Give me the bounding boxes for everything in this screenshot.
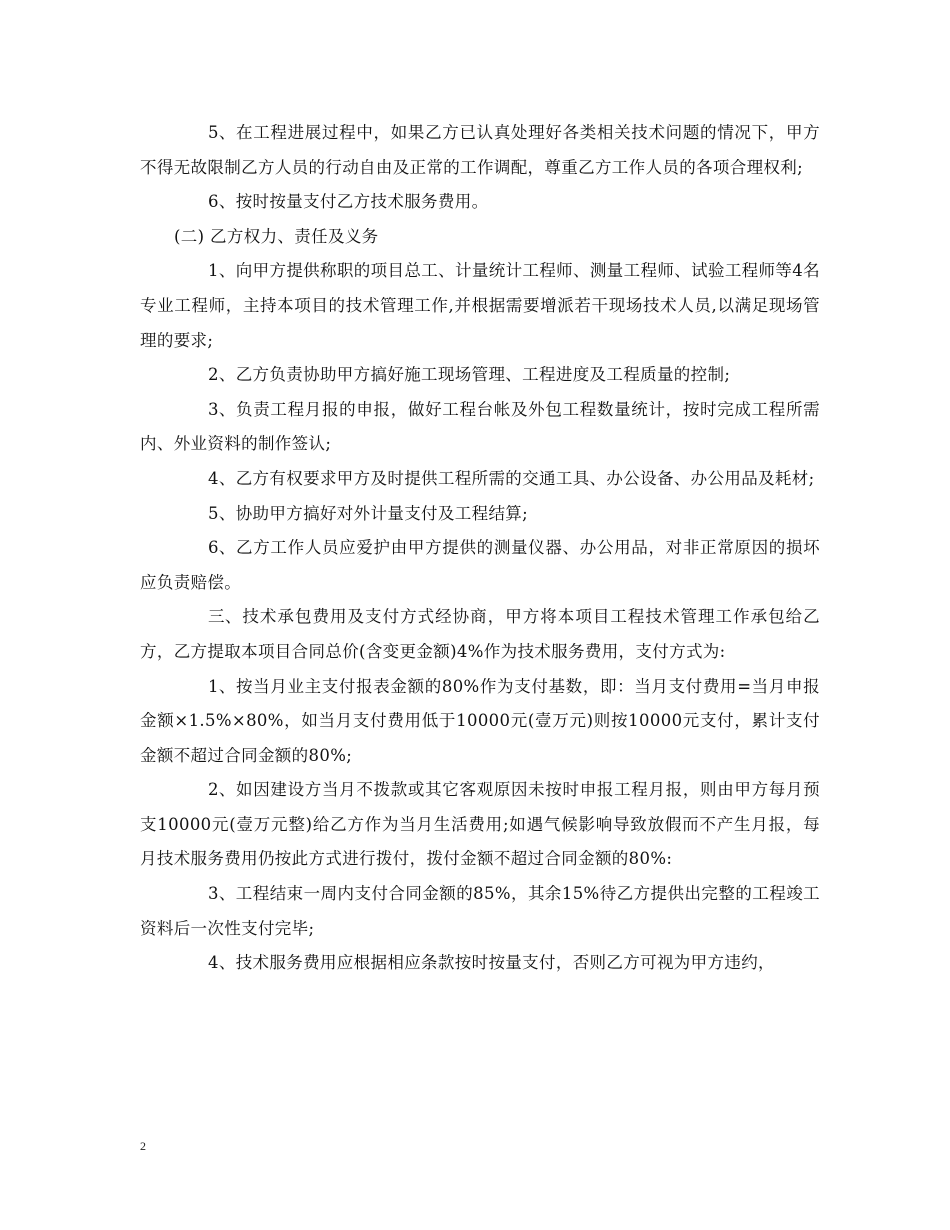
paragraph-5: 3、负责工程月报的申报，做好工程台帐及外包工程数量统计，按时完成工程所需内、外业资料的制作签认;	[140, 399, 820, 454]
paragraph-9: 三、技术承包费用及支付方式经协商，甲方将本项目工程技术管理工作承包给乙方，乙方提取本项目合同总价(含变更金额)4%作为技术服务费用，支付方式为:	[140, 607, 820, 661]
page-number: 2	[140, 1139, 146, 1153]
document-body	[140, 116, 820, 981]
paragraph-4: 2、乙方负责协助甲方搞好施工现场管理、工程进度及工程质量的控制;	[208, 365, 731, 385]
paragraph-13: 4、技术服务费用应根据相应条款按时按量支付，否则乙方可视为甲方违约，	[208, 953, 775, 973]
paragraph-1: 5、在工程进展过程中，如果乙方已认真处理好各类相关技术问题的情况下，甲方不得无故限制乙方人员的行动自由及正常的工作调配，尊重乙方工作人员的各项合理权利;	[140, 123, 820, 177]
paragraph-2: 6、按时按量支付乙方技术服务费用。	[208, 192, 489, 212]
paragraph-12: 3、工程结束一周内支付合同金额的85%，其余15%待乙方提供出完整的工程竣工资料后一次性支付完毕;	[140, 884, 820, 938]
paragraph-6: 4、乙方有权要求甲方及时提供工程所需的交通工具、办公设备、办公用品及耗材;	[208, 468, 815, 488]
paragraph-3: 1、向甲方提供称职的项目总工、计量统计工程师、测量工程师、试验工程师等4名专业工程师，主持本项目的技术管理工作,并根据需要增派若干现场技术人员,以满足现场管理的要求;	[140, 261, 820, 350]
paragraph-11: 2、如因建设方当月不拨款或其它客观原因未按时申报工程月报，则由甲方每月预支10000元(壹万元整)给乙方作为当月生活费用;如遇气候影响导致放假而不产生月报，每月技术服务费用仍按此方式进行拨付，拨付金额不超过合同金额的80%:	[140, 780, 820, 869]
paragraph-7: 5、协助甲方搞好对外计量支付及工程结算;	[208, 503, 529, 523]
paragraph-8: 6、乙方工作人员应爱护由甲方提供的测量仪器、办公用品，对非正常原因的损坏应负责赔偿。	[140, 538, 820, 592]
paragraph-10: 1、按当月业主支付报表金额的80%作为支付基数，即：当月支付费用=当月申报金额×1.5%×80%，如当月支付费用低于10000元(壹万元)则按10000元支付，累计支付金额不超过合同金额的80%;	[140, 676, 820, 765]
section-heading: (二) 乙方权力、责任及义务	[174, 226, 379, 246]
